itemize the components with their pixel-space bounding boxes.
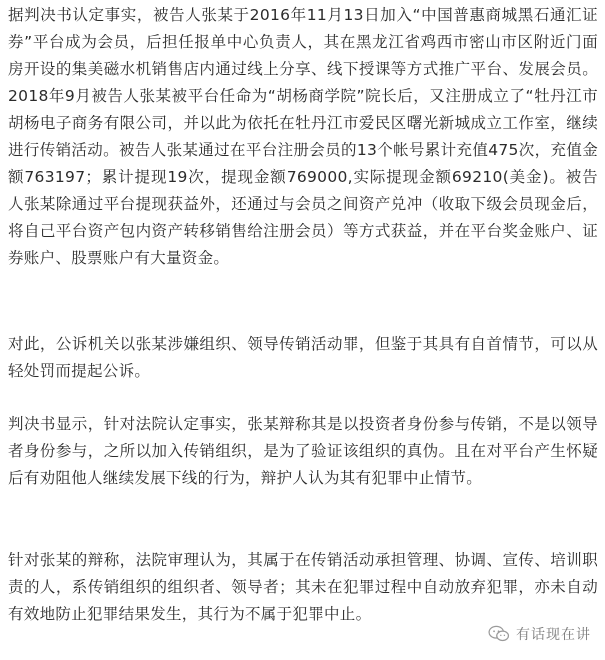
paragraph-facts: 据判决书认定事实，被告人张某于2016年11月13日加入“中国普惠商城黑石通汇证券”平台成为会员，后担任报单中心负责人，其在黑龙江省鸡西市密山市区附近门面房开设的集美磁水机销售店内通过线上分享、线下授课等方式推广平台、发展会员。2018年9月被告人张某被平台任命为“胡杨商学院”院长后，又注册成立了“牡丹江市胡杨电子商务有限公司，并以此为依托在牡丹江市爱民区曙光新城成立工作室，继续进行传销活动。被告人张某通过在平台注册会员的13个帐号累计充值475次，充值金额763197；累计提现19次，提现金额769000,实际提现金额69210(美金)。被告人张某除通过平台提现获益外，还通过与会员之间资产兑冲（收取下级会员现金后，将自己平台资产包内资产转移销售给注册会员）等方式获益，并在平台奖金账户、证券账户、股票账户有大量资金。 [8, 6, 598, 267]
source-watermark [484, 622, 595, 646]
wechat-icon [488, 625, 510, 643]
watermark-text: 有话现在讲 [516, 627, 591, 643]
paragraph-prosecution: 对此，公诉机关以张某涉嫌组织、领导传销活动罪，但鉴于其具有自首情节，可以从轻处罚而提起公诉。 [8, 335, 598, 380]
paragraph-court-opinion: 针对张某的辩称，法院审理认为，其属于在传销活动承担管理、协调、宣传、培训职责的人，系传销组织的组织者、领导者；其未在犯罪过程中自动放弃犯罪，亦未自动有效地防止犯罪结果发生，其行为不属于犯罪中止。 [8, 551, 598, 623]
paragraph-defense: 判决书显示，针对法院认定事实，张某辩称其是以投资者身份参与传销，不是以领导者身份参与，之所以加入传销组织，是为了验证该组织的真伪。且在对平台产生怀疑后有劝阻他人继续发展下线的行为，辩护人认为其有犯罪中止情节。 [8, 415, 598, 487]
